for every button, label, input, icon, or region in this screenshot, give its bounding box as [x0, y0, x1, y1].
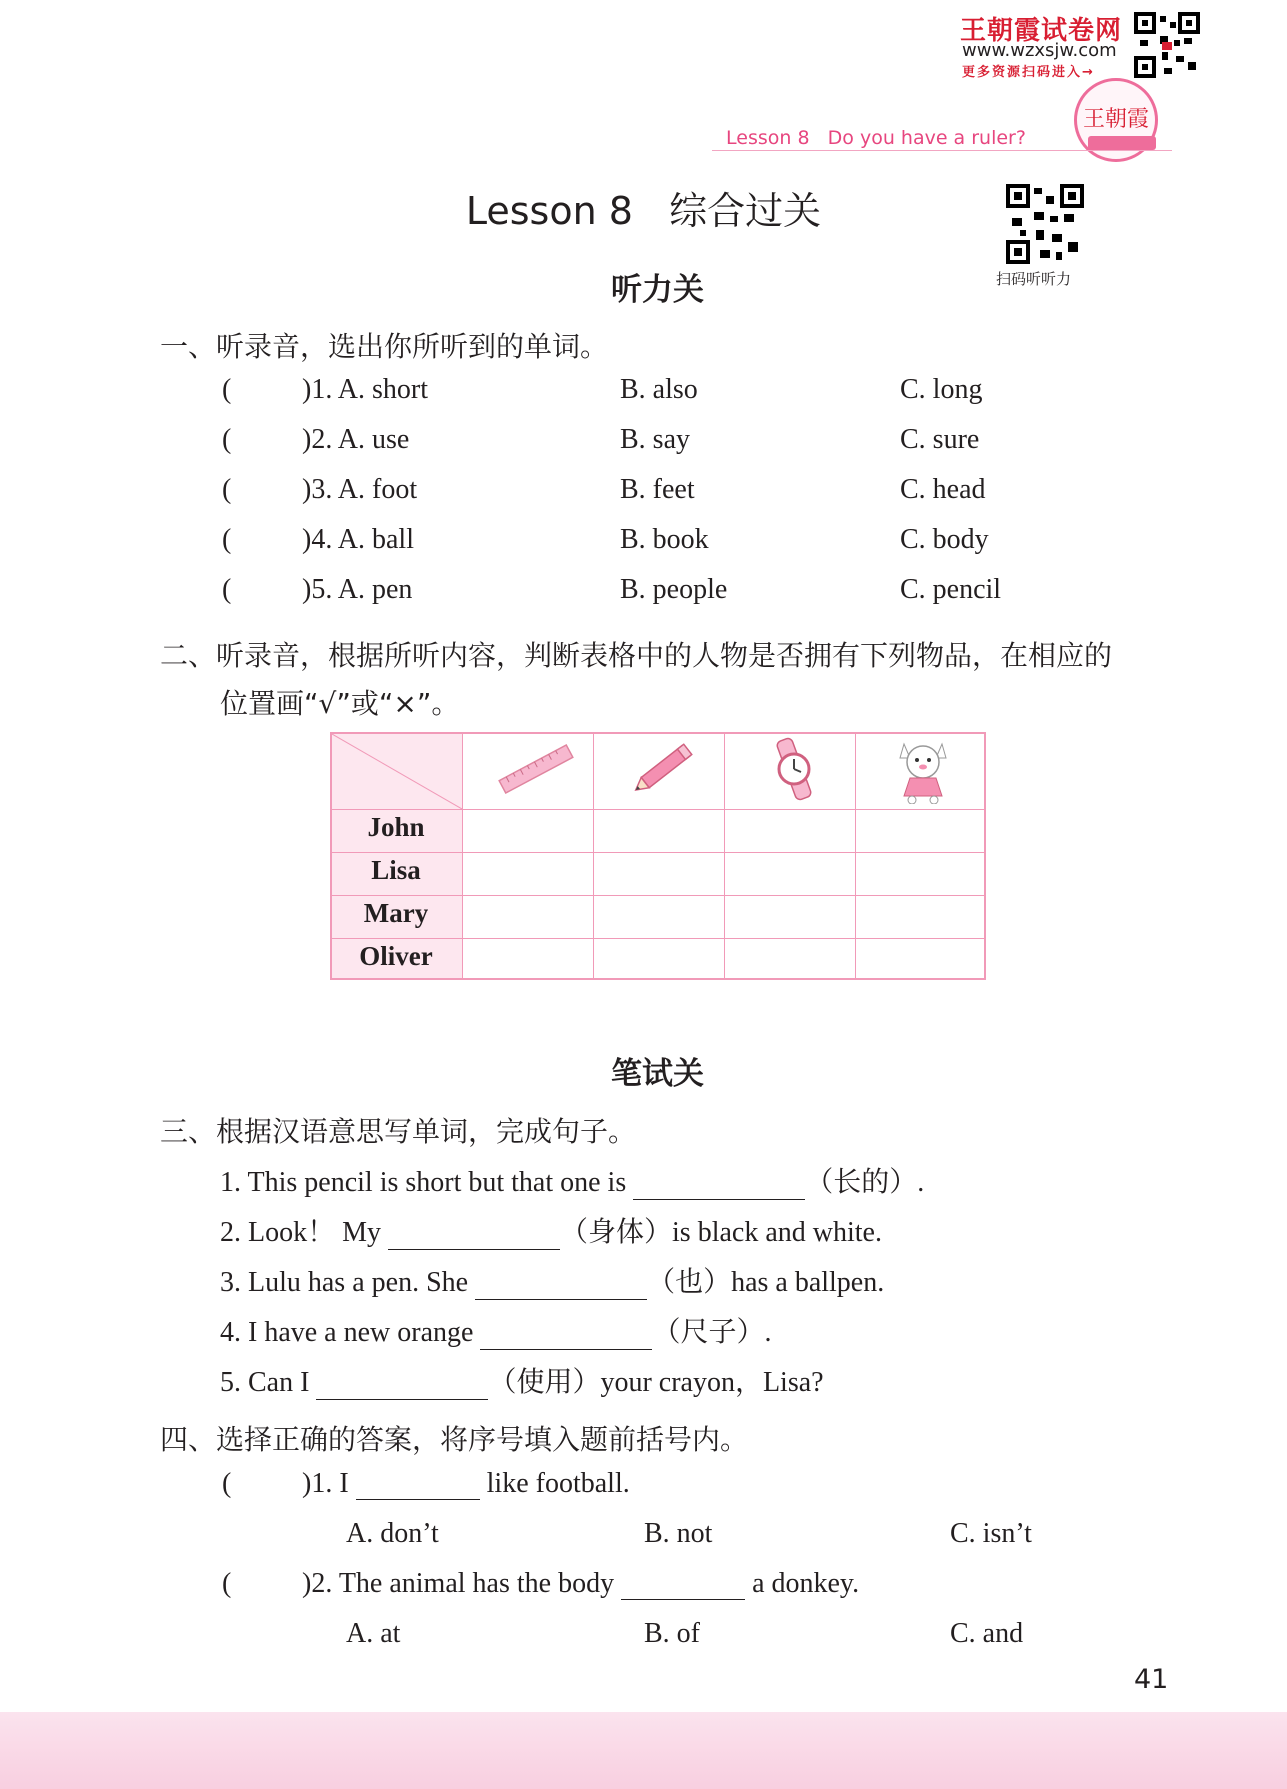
- item-option-a: )3. A. foot: [302, 474, 418, 505]
- choice-a: A. don’t: [346, 1518, 439, 1549]
- part1-heading: 一、听录音，选出你所听到的单词。: [160, 330, 609, 363]
- choice-a: A. at: [346, 1618, 401, 1649]
- pencil-icon: [624, 736, 708, 798]
- part3-sentence: 2. Look！ My （身体）is black and white.: [220, 1217, 882, 1248]
- seal-text: 王朝霞: [1082, 107, 1149, 132]
- part3-sentence: 3. Lulu has a pen. She （也）has a ballpen.: [220, 1267, 885, 1298]
- item-option-a: )2. A. use: [302, 424, 410, 455]
- item-option-c: C. sure: [900, 424, 980, 455]
- answer-paren[interactable]: (: [222, 374, 232, 405]
- footer-band: [0, 1712, 1287, 1789]
- item-option-c: C. long: [900, 374, 983, 405]
- answer-paren[interactable]: (: [222, 574, 232, 605]
- item-option-a: )1. A. short: [302, 374, 428, 405]
- qr-caption: 扫码听听力: [996, 270, 1072, 288]
- toy-cat-icon: [890, 736, 956, 804]
- answer-blank[interactable]: [356, 1471, 480, 1500]
- brand-url[interactable]: www.wzxsjw.com: [962, 40, 1117, 61]
- item-option-a: )4. A. ball: [302, 524, 414, 555]
- header-diagonal: [332, 734, 462, 809]
- choice-c: C. and: [950, 1618, 1024, 1649]
- part3-sentence: 5. Can I （使用）your crayon，Lisa?: [220, 1367, 824, 1398]
- part4-heading: 四、选择正确的答案，将序号填入题前括号内。: [160, 1423, 749, 1456]
- item-option-b: B. say: [620, 424, 690, 455]
- answer-blank[interactable]: [621, 1571, 745, 1600]
- table-row-name: Lisa: [371, 855, 421, 885]
- choice-c: C. isn’t: [950, 1518, 1032, 1549]
- table-row-name: Oliver: [359, 941, 433, 971]
- answer-paren[interactable]: (: [222, 1568, 232, 1599]
- seal-ribbon: [1088, 136, 1156, 150]
- choice-b: B. not: [644, 1518, 713, 1549]
- table-row-name: John: [367, 812, 425, 842]
- answer-paren[interactable]: (: [222, 424, 232, 455]
- watch-icon: [764, 736, 824, 802]
- answer-paren[interactable]: (: [222, 1468, 232, 1499]
- part2-heading: 二、听录音，根据所听内容，判断表格中的人物是否拥有下列物品，在相应的: [160, 639, 1113, 672]
- answer-paren[interactable]: (: [222, 524, 232, 555]
- part2-heading-cont: 位置画“√”或“×”。: [220, 687, 460, 720]
- part3-heading: 三、根据汉语意思写单词，完成句子。: [160, 1115, 637, 1148]
- listening-section-title: 听力关: [611, 272, 704, 308]
- brand-tagline: 更多资源扫码进入→: [962, 65, 1095, 80]
- answer-paren[interactable]: (: [222, 474, 232, 505]
- page-title: Lesson 8 综合过关: [465, 189, 822, 233]
- part3-sentence: 4. I have a new orange （尺子）.: [220, 1317, 772, 1348]
- answer-blank[interactable]: [633, 1171, 805, 1200]
- page-number: 41: [1134, 1664, 1169, 1695]
- qr-code-icon[interactable]: [1134, 12, 1200, 78]
- item-option-b: B. book: [620, 524, 709, 555]
- answer-blank[interactable]: [316, 1371, 488, 1400]
- choice-b: B. of: [644, 1618, 700, 1649]
- answer-blank[interactable]: [475, 1271, 647, 1300]
- item-option-b: B. people: [620, 574, 728, 605]
- running-header: Lesson 8 Do you have a ruler?: [726, 127, 1026, 149]
- item-option-b: B. feet: [620, 474, 695, 505]
- listening-qr-code-icon[interactable]: [1006, 184, 1084, 264]
- item-option-b: B. also: [620, 374, 698, 405]
- item-option-a: )5. A. pen: [302, 574, 413, 605]
- header-divider: [712, 150, 1172, 151]
- writing-section-title: 笔试关: [611, 1056, 704, 1092]
- item-option-c: C. head: [900, 474, 986, 505]
- part4-question: )2. The animal has the body a donkey.: [302, 1568, 860, 1599]
- item-option-c: C. pencil: [900, 574, 1002, 605]
- answer-blank[interactable]: [480, 1321, 652, 1350]
- part3-sentence: 1. This pencil is short but that one is （长的）.: [220, 1167, 925, 1198]
- part4-question: )1. I like football.: [302, 1468, 630, 1499]
- brand-name: 王朝霞试卷网: [960, 16, 1123, 46]
- ruler-icon: [494, 740, 578, 798]
- table-row-name: Mary: [363, 898, 429, 928]
- answer-blank[interactable]: [388, 1221, 560, 1250]
- item-option-c: C. body: [900, 524, 989, 555]
